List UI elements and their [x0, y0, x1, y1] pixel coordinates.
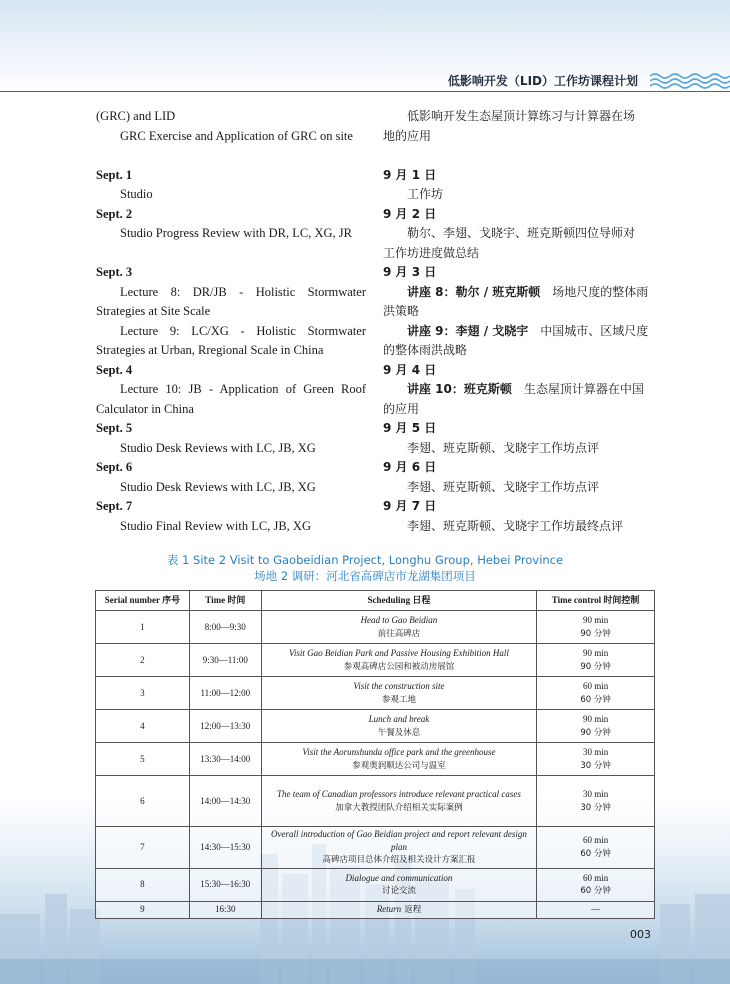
- scheduling-english: Head to Gao Beidian: [360, 615, 438, 625]
- schedule-line: 李翅、班克斯顿、戈晓宇工作坊点评: [407, 479, 600, 494]
- schedule-line: 的应用: [383, 401, 420, 416]
- date-heading: Sept. 2: [96, 206, 133, 221]
- duration-minutes: 30 min: [582, 747, 609, 757]
- schedule-line: Studio: [120, 187, 153, 201]
- date-heading: 9 月 6 日: [383, 460, 437, 474]
- table-row: [96, 677, 655, 710]
- lecture-topic: 生态屋顶计算器在中国: [523, 382, 644, 396]
- date-heading: 9 月 2 日: [383, 206, 437, 221]
- scheduling-chinese: 高碑店项目总体介绍及相关设计方案汇报: [322, 855, 476, 865]
- scheduling-cell: [261, 827, 536, 869]
- duration-minutes: —: [591, 904, 601, 915]
- header-time: Time 时间: [189, 591, 261, 611]
- scheduling-chinese: 加拿大教授团队介绍相关实际案例: [335, 802, 463, 813]
- date-heading: 9 月 3 日: [383, 265, 437, 279]
- scheduling-chinese: 参观高碑店公园和被动房展馆: [343, 661, 455, 672]
- schedule-line: 工作坊: [407, 187, 444, 201]
- header-rule: [0, 91, 730, 92]
- time-control-cell: [537, 710, 655, 743]
- time-cell: 9:30—11:00: [189, 644, 261, 677]
- scheduling-english: Return: [376, 903, 402, 914]
- duration-minutes: 60 min: [582, 681, 609, 691]
- serial-cell: 8: [96, 868, 190, 901]
- duration-chinese: 60 分钟: [580, 886, 611, 896]
- serial-cell: 1: [96, 611, 190, 644]
- scheduling-english: Visit Gao Beidian Park and Passive Housing Exhibition Hall: [289, 648, 509, 658]
- schedule-line: 地的应用: [383, 128, 432, 143]
- schedule-line: Calculator in China: [96, 401, 194, 416]
- table-caption-chinese: 场地 2 调研：河北省高碑店市龙湖集团项目: [254, 569, 476, 583]
- duration-minutes: 90 min: [582, 615, 609, 625]
- site-visit-schedule-table: [95, 590, 655, 919]
- serial-cell: 6: [96, 776, 190, 827]
- table-row: [96, 868, 655, 901]
- schedule-line: Strategies at Site Scale: [96, 304, 211, 318]
- scheduling-chinese: 参观奥润顺达公司与温室: [352, 760, 446, 771]
- date-heading: Sept. 6: [96, 460, 133, 474]
- duration-minutes: 60 min: [582, 835, 609, 846]
- scheduling-cell: [261, 743, 536, 776]
- duration-chinese: 90 分钟: [580, 727, 611, 738]
- scheduling-cell: [261, 868, 536, 901]
- header-time-control: Time control 时间控制: [537, 591, 655, 611]
- time-cell: 15:30—16:30: [189, 868, 261, 901]
- schedule-line: 勒尔、李翅、戈晓宇、班克斯顿四位导师对: [407, 226, 636, 240]
- duration-chinese: 30 分钟: [580, 760, 611, 771]
- time-cell: 11:00—12:00: [189, 677, 261, 710]
- time-cell: 12:00—13:30: [189, 710, 261, 743]
- duration-minutes: 90 min: [582, 648, 609, 658]
- schedule-line: 洪策略: [383, 304, 420, 318]
- schedule-line: 李翅、班克斯顿、戈晓宇工作坊点评: [407, 440, 600, 455]
- english-schedule-column: [96, 107, 366, 536]
- schedule-line: Studio Desk Reviews with LC, JB, XG: [120, 440, 316, 455]
- date-heading: 9 月 1 日: [383, 167, 437, 182]
- scheduling-cell: [261, 901, 536, 918]
- time-cell: 13:30—14:00: [189, 743, 261, 776]
- scheduling-cell: [261, 644, 536, 677]
- chinese-schedule-column: [383, 107, 658, 536]
- lecture-topic: 场地尺度的整体雨: [552, 284, 649, 299]
- serial-cell: 5: [96, 743, 190, 776]
- schedule-line: GRC Exercise and Application of GRC on site: [120, 128, 353, 143]
- header-scheduling: Scheduling 日程: [261, 591, 536, 611]
- lecture-title: 讲座 8：勒尔 / 班克斯顿: [407, 284, 541, 299]
- scheduling-english: The team of Canadian professors introduce relevant practical cases: [276, 789, 521, 799]
- lecture-title: 讲座 10：班克斯顿: [407, 382, 512, 396]
- schedule-line: (GRC) and LID: [96, 109, 176, 123]
- table-row: [96, 743, 655, 776]
- time-cell: 16:30: [189, 901, 261, 918]
- lecture-line: [383, 283, 658, 303]
- date-heading: Sept. 3: [96, 265, 133, 279]
- duration-minutes: 90 min: [582, 714, 609, 724]
- schedule-line: Strategies at Urban, Rregional Scale in China: [96, 343, 324, 357]
- lecture-line: [383, 380, 658, 400]
- scheduling-english: Lunch and break: [368, 714, 430, 724]
- serial-cell: 4: [96, 710, 190, 743]
- spacer: [96, 244, 366, 264]
- date-heading: Sept. 4: [96, 362, 133, 377]
- date-heading: Sept. 5: [96, 421, 133, 435]
- date-heading: 9 月 4 日: [383, 362, 437, 377]
- schedule-line: Studio Final Review with LC, JB, XG: [120, 518, 311, 533]
- date-heading: Sept. 1: [96, 167, 133, 182]
- schedule-line: Studio Desk Reviews with LC, JB, XG: [120, 479, 316, 494]
- duration-chinese: 60 分钟: [580, 848, 611, 859]
- time-control-cell: [537, 677, 655, 710]
- table-caption-english: 表 1 Site 2 Visit to Gaobeidian Project, Longhu Group, Hebei Province: [166, 553, 564, 567]
- serial-cell: 3: [96, 677, 190, 710]
- scheduling-cell: [261, 710, 536, 743]
- table-row: [96, 901, 655, 918]
- time-cell: 14:30—15:30: [189, 827, 261, 869]
- duration-minutes: 30 min: [582, 789, 609, 799]
- scheduling-chinese: 讨论交流: [381, 886, 416, 896]
- schedule-line: 的整体雨洪战略: [383, 343, 468, 357]
- serial-cell: 2: [96, 644, 190, 677]
- schedule-line: 李翅、班克斯顿、戈晓宇工作坊最终点评: [407, 518, 624, 533]
- duration-chinese: 90 分钟: [580, 661, 611, 672]
- scheduling-chinese: 参观工地: [381, 694, 416, 705]
- time-control-cell: [537, 827, 655, 869]
- wave-ornament-icon: [650, 70, 730, 90]
- lecture-line: [383, 322, 658, 342]
- serial-cell: 7: [96, 827, 190, 869]
- schedule-line: 低影响开发生态屋顶计算练习与计算器在场: [407, 109, 636, 123]
- schedule-line: 工作坊进度做总结: [383, 245, 480, 260]
- schedule-line: Studio Progress Review with DR, LC, XG, JR: [120, 226, 352, 240]
- scheduling-english: Visit the construction site: [353, 681, 445, 691]
- scheduling-cell: [261, 677, 536, 710]
- lecture-title: 讲座 9：李翅 / 戈晓宇: [407, 323, 529, 338]
- date-heading: Sept. 7: [96, 499, 133, 513]
- date-heading: 9 月 7 日: [383, 499, 437, 513]
- spacer: [383, 146, 658, 166]
- header-serial: Serial number 序号: [96, 591, 190, 611]
- time-control-cell: [537, 868, 655, 901]
- table-row: [96, 776, 655, 827]
- scheduling-english: Dialogue and communication: [345, 872, 453, 883]
- table-row: [96, 710, 655, 743]
- scheduling-chinese: 前往高碑店: [377, 628, 421, 639]
- time-cell: 14:00—14:30: [189, 776, 261, 827]
- duration-chinese: 30 分钟: [580, 802, 611, 813]
- duration-minutes: 60 min: [582, 872, 609, 883]
- time-control-cell: [537, 611, 655, 644]
- running-header-title: 低影响开发（LID）工作坊课程计划: [447, 74, 638, 88]
- duration-chinese: 60 分钟: [580, 694, 611, 705]
- lecture-topic: 中国城市、区域尺度: [540, 323, 649, 338]
- spacer: [96, 146, 366, 166]
- scheduling-english: Visit the Aorunshunda office park and the greenhouse: [302, 747, 496, 757]
- time-control-cell: [537, 776, 655, 827]
- scheduling-chinese: 午餐及休息: [377, 727, 421, 738]
- scheduling-english: Overall introduction of Gao Beidian project and report relevant design plan: [271, 829, 527, 852]
- time-control-cell: [537, 901, 655, 918]
- table-row: [96, 611, 655, 644]
- scheduling-cell: [261, 611, 536, 644]
- scheduling-chinese: 返程: [404, 904, 422, 915]
- table-row: [96, 644, 655, 677]
- serial-cell: 9: [96, 901, 190, 918]
- schedule-line: Lecture 8: DR/JB - Holistic Stormwater: [120, 284, 366, 299]
- table-row: [96, 827, 655, 869]
- time-cell: 8:00—9:30: [189, 611, 261, 644]
- scheduling-cell: [261, 776, 536, 827]
- table-header-row: [96, 591, 655, 611]
- date-heading: 9 月 5 日: [383, 421, 437, 435]
- time-control-cell: [537, 644, 655, 677]
- page-number: 003: [630, 928, 651, 941]
- duration-chinese: 90 分钟: [580, 628, 611, 639]
- schedule-line: Lecture 9: LC/XG - Holistic Stormwater: [120, 323, 366, 338]
- time-control-cell: [537, 743, 655, 776]
- schedule-line: Lecture 10: JB - Application of Green Roof: [120, 382, 366, 396]
